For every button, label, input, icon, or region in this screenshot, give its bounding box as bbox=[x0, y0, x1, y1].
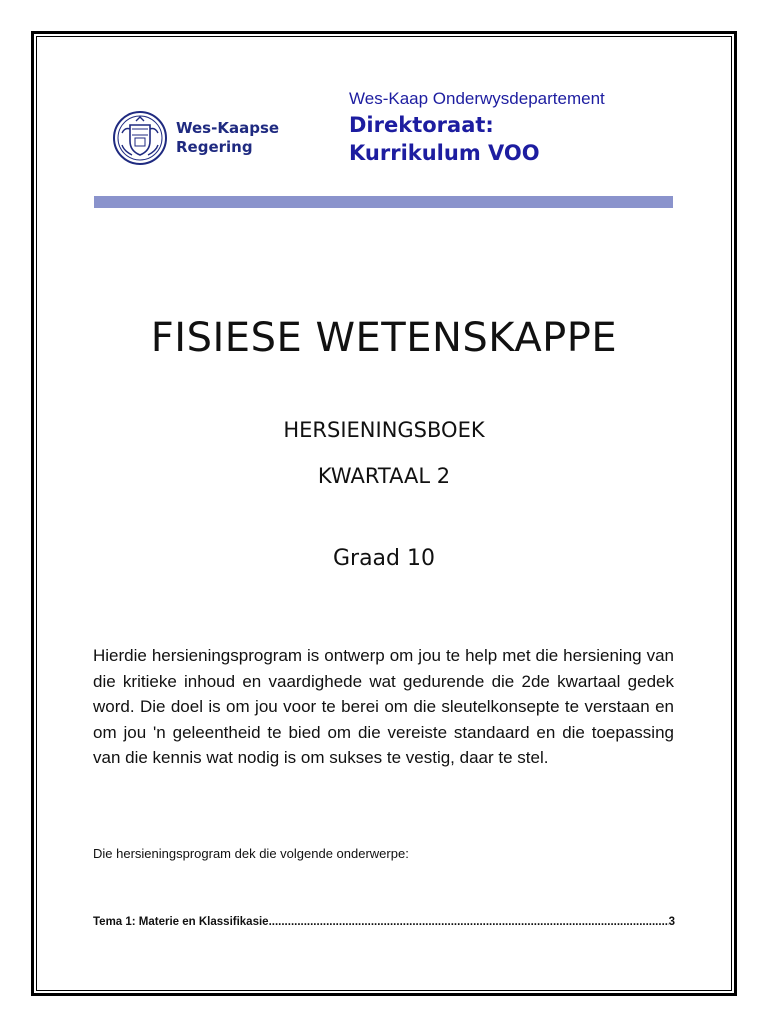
toc-entry-label: Tema 1: Materie en Klassifikasie bbox=[93, 916, 269, 928]
subtitle-revision-book: HERSIENINGSBOEK bbox=[283, 418, 485, 442]
logo-line-2: Regering bbox=[176, 138, 253, 156]
intro-paragraph: Hierdie hersieningsprogram is ontwerp om jou te help met die hersiening van die kritieke inhoud en vaardighede wat gedurende die 2de kwartaal gedek word. Die doel is om jou voor te berei om die sleutelkonsepte te verstaan en om jou 'n geleentheid te bied om die vereiste standaard en die toepassing van die kennis wat nodig is om sukses te vestig, daar te stel. bbox=[93, 646, 674, 768]
topics-intro: Die hersieningsprogram dek die volgende onderwerpe: bbox=[93, 846, 409, 861]
department-header bbox=[349, 89, 689, 167]
directorate-line-1: Direktoraat: bbox=[349, 113, 494, 137]
directorate-line-2: Kurrikulum VOO bbox=[349, 141, 540, 165]
logo-line-1: Wes-Kaapse bbox=[176, 119, 280, 137]
department-name: Wes-Kaap Onderwysdepartement bbox=[349, 89, 605, 108]
grade-label: Graad 10 bbox=[332, 546, 435, 571]
coat-of-arms-icon bbox=[110, 109, 170, 167]
page-title: FISIESE WETENSKAPPE bbox=[150, 315, 618, 361]
toc-entry-page: 3 bbox=[668, 916, 675, 928]
toc-entry[interactable] bbox=[93, 916, 675, 928]
logo-text bbox=[176, 119, 279, 157]
toc-leader-dots bbox=[269, 916, 669, 928]
header-divider bbox=[94, 196, 673, 208]
subtitle-quarter: KWARTAAL 2 bbox=[317, 464, 451, 488]
government-logo bbox=[110, 108, 290, 168]
